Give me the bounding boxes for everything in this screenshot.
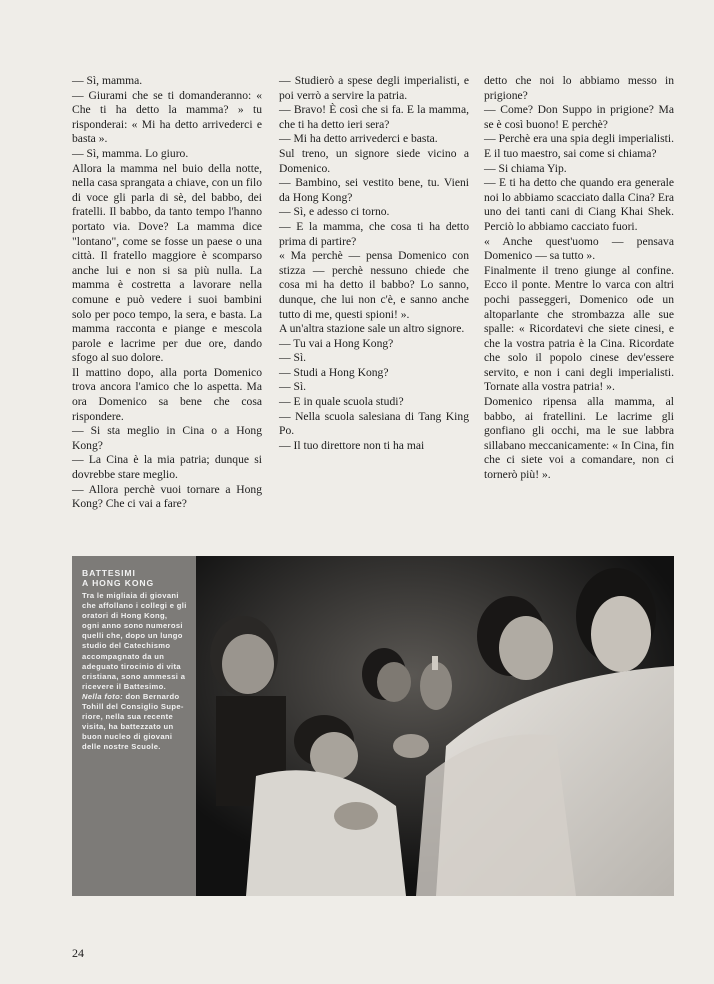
paragraph: « Anche quest'uomo — pensava Domenico — sa tutto ». bbox=[484, 234, 674, 263]
photo-block bbox=[72, 556, 674, 896]
paragraph: — Bravo! È così che si fa. E la mamma, che ti ha detto ieri sera? bbox=[279, 103, 469, 131]
paragraph: — Bambino, sei vestito bene, tu. Vieni da Hong Kong? bbox=[279, 176, 469, 204]
paragraph: — Giurami che se ti domanderanno: « Che ti ha detto la mamma? » tu risponderai: « Mi ha detto arrivederci e basta ». bbox=[72, 88, 262, 146]
paragraph: — Si sta meglio in Cina o a Hong Kong? bbox=[72, 424, 262, 452]
paragraph: — La Cina è la mia patria; dunque si dovrebbe stare meglio. bbox=[72, 453, 262, 482]
paragraph: — Nella scuola salesiana di Tang King Po. bbox=[279, 409, 469, 438]
paragraph: — Allora perchè vuoi tornare a Hong Kong? Che ci vai a fare? bbox=[72, 482, 262, 511]
paragraph: Domenico ripensa alla mamma, al babbo, ai fratellini. Le lacrime gli gonfiano gli occhi, ma le sue labbra sillabano meccanicamente: « In Cina, fin che ci siete voi a comandare, non ci tornerò più! ». bbox=[484, 395, 674, 482]
paragraph: — Sì, mamma. Lo giuro. bbox=[72, 146, 189, 160]
paragraph: — Come? Don Suppo in prigione? Ma se è così buono! E perchè? bbox=[484, 103, 674, 131]
page-number: 24 bbox=[72, 946, 84, 960]
caption-body bbox=[82, 591, 187, 753]
paragraph: A un'altra stazione sale un altro signore. bbox=[279, 322, 465, 336]
caption-title-line: A HONG KONG bbox=[82, 578, 155, 588]
paragraph: Sul treno, un signore siede vicino a Domenico. bbox=[279, 146, 469, 175]
paragraph: — Si chiama Yip. bbox=[484, 161, 567, 175]
paragraph: — Sì. bbox=[279, 380, 307, 394]
paragraph: — Sì, mamma. bbox=[72, 74, 143, 87]
paragraph: — Studi a Hong Kong? bbox=[279, 365, 389, 379]
caption-title-line: BATTESIMI bbox=[82, 568, 136, 578]
caption-text: don Bernardo Tohill del Consiglio Superiore, nella sua recente visita, ha battezzato un buon nucleo di giovani delle nostre Scuole. bbox=[82, 691, 184, 752]
paragraph: — Tu vai a Hong Kong? bbox=[279, 336, 394, 350]
paragraph: Allora la mamma nel buio della notte, nella casa sprangata a chiave, con un filo di voce gli parla di sè, del babbo, dei fratelli. Il babbo, da tanto tempo l'hanno portato via. Dove? La mamma dice "lontano", come se fosse un paese o una città. Il fratello maggiore è scomparso anche lui e non si sa più nulla. La mamma è costretta a lavorare nella comune e può vedere i suoi bambini solo per poco tempo, la sera, e basta. La mamma racconta e piange e mescola parole e lacrime per due ore, dando sfogo al suo dolore. bbox=[72, 161, 262, 365]
paragraph: detto che noi lo abbiamo messo in prigione? bbox=[484, 74, 674, 102]
paragraph: — E in quale scuola studi? bbox=[279, 395, 404, 409]
paragraph: — Sì. bbox=[279, 351, 307, 365]
paragraph: — E la mamma, che cosa ti ha detto prima di partire? bbox=[279, 219, 469, 248]
caption-text: Tra le migliaia di giovani che affollano i collegi e gli oratori di Hong Kong, ogni anno sono numerosi quelli che, dopo un lungo studio del Catechismo accompagnato da un adeguato tirocinio di vita cristiana, sono ammessi a ricevere il Battesimo. bbox=[82, 591, 187, 691]
text-column-2 bbox=[279, 74, 469, 453]
paragraph: — Il tuo direttore non ti ha mai bbox=[279, 438, 425, 452]
text-column-1 bbox=[72, 74, 262, 512]
photo-caption bbox=[72, 556, 196, 896]
paragraph: — Studierò a spese degli imperialisti, e poi verrò a servire la patria. bbox=[279, 74, 469, 102]
paragraph: « Ma perchè — pensa Domenico con stizza — perchè nessuno chiede che cosa mi ha detto il babbo? Lo sanno, dunque, che lui non c'è, e sanno anche tutto di me, questi spioni! ». bbox=[279, 249, 469, 321]
baptism-photo bbox=[196, 556, 674, 896]
paragraph: — Mi ha detto arrivederci e basta. bbox=[279, 132, 438, 146]
caption-title bbox=[82, 568, 187, 588]
text-column-3 bbox=[484, 74, 674, 483]
paragraph: — Sì, e adesso ci torno. bbox=[279, 205, 390, 219]
baptism-photo-illustration bbox=[196, 556, 674, 896]
paragraph: Il mattino dopo, alla porta Domenico trova ancora l'amico che lo aspetta. Ma ora Domenico sa bene che cosa rispondere. bbox=[72, 365, 262, 423]
paragraph: Finalmente il treno giunge al confine. Ecco il ponte. Mentre lo varca con altri pochi passeggeri, Domenico ode un altoparlante che strombazza alle sue spalle: « Ricordatevi che siete cinesi, e che la vostra patria è la Cina. Ricordate che solo il popolo cinese dev'essere servito, e non i cani degli imperialisti. Tornate alla vostra patria! ». bbox=[484, 263, 674, 394]
caption-italic: Nella foto: bbox=[82, 691, 123, 701]
paragraph: — E ti ha detto che quando era generale noi lo abbiamo scacciato dalla Cina? Era uno dei tanti cani di Ciang Khai Shek. Perciò lo abbiamo cacciato fuori. bbox=[484, 176, 674, 233]
paragraph: — Perchè era una spia degli imperialisti. E il tuo maestro, sai come si chiama? bbox=[484, 132, 674, 160]
